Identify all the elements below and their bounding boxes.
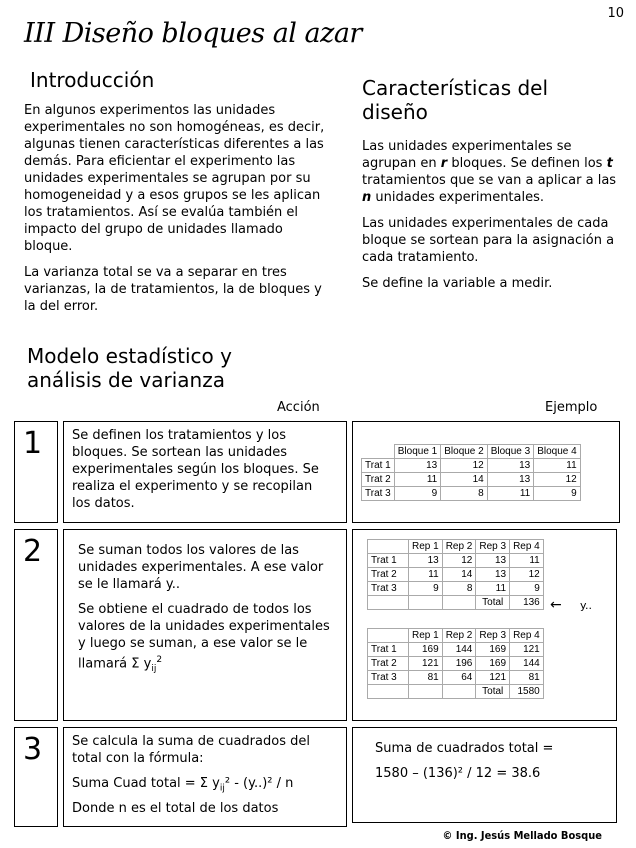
- table-header-cell: Rep 3: [476, 629, 510, 643]
- features-text: Las unidades experimentales se agrupan en: [362, 139, 572, 171]
- table-row: [368, 657, 544, 671]
- sum-squares-label: Suma de cuadrados total =: [375, 741, 554, 756]
- step3-text-1: Se calcula la suma de cuadrados del total con la fórmula:: [72, 734, 310, 766]
- table-row: [368, 671, 544, 685]
- var-t: t: [606, 156, 613, 171]
- table-cell: 64: [442, 671, 476, 685]
- subscript: ij: [151, 663, 157, 674]
- step3-text-2: Donde n es el total de los datos: [72, 801, 279, 816]
- step2-text-2: [78, 601, 330, 678]
- table-header-cell: Rep 2: [442, 629, 476, 643]
- table-cell: 169: [409, 643, 443, 657]
- table-cell: 11: [409, 568, 443, 582]
- table-cell: 81: [409, 671, 443, 685]
- table-row: [362, 487, 581, 501]
- table-row: [362, 473, 581, 487]
- step2-table-squares: [367, 628, 544, 699]
- table-header-cell: [368, 540, 409, 554]
- table-header-cell: [362, 445, 395, 459]
- table-cell: Trat 3: [362, 487, 395, 501]
- table-cell: 9: [534, 487, 580, 501]
- table-row: [362, 459, 581, 473]
- step3-formula: [72, 775, 342, 798]
- table-cell: 121: [476, 671, 510, 685]
- table-row: [368, 582, 544, 596]
- features-text: bloques. Se definen los: [447, 156, 607, 171]
- arrow-left-icon: ←: [550, 597, 562, 613]
- table-cell: Trat 1: [362, 459, 395, 473]
- step3-example-box: [352, 727, 617, 823]
- table-header-cell: Rep 3: [476, 540, 510, 554]
- table-cell: [368, 685, 409, 699]
- example-column-label: Ejemplo: [545, 400, 598, 415]
- table-header-cell: Bloque 3: [487, 445, 533, 459]
- table-cell: 11: [487, 487, 533, 501]
- table-cell: Trat 3: [368, 671, 409, 685]
- table-cell: 11: [534, 459, 580, 473]
- table-header-cell: Bloque 1: [394, 445, 440, 459]
- table-cell: 81: [510, 671, 544, 685]
- table-header-row: [362, 445, 581, 459]
- table-total-value: 136: [510, 596, 544, 610]
- table-cell: 11: [394, 473, 440, 487]
- table-cell: 12: [441, 459, 487, 473]
- table-cell: 9: [409, 582, 443, 596]
- formula-main: Suma Cuad total = Σ y: [72, 776, 220, 791]
- table-total-label: Total: [476, 685, 510, 699]
- table-cell: 8: [441, 487, 487, 501]
- table-cell: 121: [510, 643, 544, 657]
- table-cell: 121: [409, 657, 443, 671]
- step1-example-box: [352, 421, 620, 523]
- table-cell: 12: [510, 568, 544, 582]
- step2-text-2-main: Se obtiene el cuadrado de todos los valores de la unidades experimentales y luego se suman, a ese valor se le llamará Σ y: [78, 602, 330, 672]
- table-total-row: [368, 596, 544, 610]
- table-total-label: Total: [476, 596, 510, 610]
- step-number: 3: [23, 732, 43, 767]
- action-column-label: Acción: [277, 400, 320, 415]
- table-cell: [442, 596, 476, 610]
- superscript: 2: [156, 655, 163, 665]
- step1-text: Se definen los tratamientos y los bloques. Se sortean las unidades experimentales según los bloques. Se realiza el experimento y se recopilan los datos.: [72, 428, 319, 511]
- page-title: III Diseño bloques al azar: [24, 18, 362, 49]
- table-cell: 13: [487, 459, 533, 473]
- table-cell: 9: [394, 487, 440, 501]
- table-cell: Trat 3: [368, 582, 409, 596]
- table-header-cell: Bloque 2: [441, 445, 487, 459]
- table-cell: 9: [510, 582, 544, 596]
- table-header-cell: Bloque 4: [534, 445, 580, 459]
- table-cell: Trat 2: [368, 568, 409, 582]
- features-paragraph-2: Las unidades experimentales de cada bloque se sortean para la asignación a cada tratamiento.: [362, 216, 615, 265]
- table-cell: 12: [534, 473, 580, 487]
- footer-credit: © Ing. Jesús Mellado Bosque: [442, 829, 602, 842]
- table-cell: 12: [442, 554, 476, 568]
- table-cell: 8: [442, 582, 476, 596]
- table-cell: Trat 1: [368, 643, 409, 657]
- step-number: 1: [23, 426, 43, 461]
- table-row: [368, 568, 544, 582]
- table-header-cell: Rep 4: [510, 540, 544, 554]
- table-cell: Trat 2: [362, 473, 395, 487]
- step1-table: [361, 444, 581, 501]
- table-row: [368, 643, 544, 657]
- table-header-row: [368, 629, 544, 643]
- table-header-cell: Rep 1: [409, 629, 443, 643]
- table-cell: 169: [476, 657, 510, 671]
- step-number: 2: [23, 534, 43, 569]
- subscript: ij: [219, 783, 225, 794]
- table-cell: 13: [476, 568, 510, 582]
- table-cell: [368, 596, 409, 610]
- table-total-value: 1580: [510, 685, 544, 699]
- table-header-cell: Rep 2: [442, 540, 476, 554]
- step2-action-box: [63, 529, 347, 721]
- step3-action-box: [63, 727, 347, 827]
- table-cell: 13: [409, 554, 443, 568]
- step2-table-values: [367, 539, 544, 610]
- step-number-box: [14, 529, 58, 721]
- features-text: tratamientos que se van a aplicar a las: [362, 173, 617, 188]
- intro-body: [24, 102, 326, 324]
- table-header-cell: [368, 629, 409, 643]
- page-number: 10: [607, 6, 624, 21]
- table-cell: 144: [510, 657, 544, 671]
- table-cell: [409, 685, 443, 699]
- table-cell: 14: [441, 473, 487, 487]
- table-header-row: [368, 540, 544, 554]
- step-number-box: [14, 421, 58, 523]
- table-cell: Trat 1: [368, 554, 409, 568]
- table-row: [368, 554, 544, 568]
- table-cell: 169: [476, 643, 510, 657]
- step-number-box: [14, 727, 58, 827]
- features-paragraph-3: Se define la variable a medir.: [362, 276, 553, 291]
- table-header-cell: Rep 1: [409, 540, 443, 554]
- step2-example-box: [352, 529, 617, 721]
- table-total-row: [368, 685, 544, 699]
- table-cell: 13: [487, 473, 533, 487]
- table-cell: 13: [394, 459, 440, 473]
- table-cell: 13: [476, 554, 510, 568]
- var-r: r: [440, 156, 448, 171]
- model-heading: Modelo estadístico y análisis de varianza: [27, 344, 232, 392]
- intro-paragraph-1: En algunos experimentos las unidades experimentales no son homogéneas, es decir, algunas tienen características diferentes a las demás. Para eficientar el experimento las unidades experimentales se agrupan por su homogeneidad y a esos grupos se les aplican los tratamientos. Así se evalúa también el impacto del grupo de unidades llamado bloque.: [24, 103, 325, 254]
- table-header-cell: Rep 4: [510, 629, 544, 643]
- step2-text-1: Se suman todos los valores de las unidades experimentales. A ese valor se le llamará y..: [78, 543, 324, 592]
- features-text: unidades experimentales.: [371, 190, 545, 205]
- intro-heading: Introducción: [30, 68, 155, 92]
- table-cell: 14: [442, 568, 476, 582]
- features-paragraph-1: [362, 138, 622, 206]
- table-cell: [409, 596, 443, 610]
- features-body: [362, 138, 622, 301]
- table-cell: 144: [442, 643, 476, 657]
- var-n: n: [362, 190, 372, 205]
- y-total-label: y..: [580, 599, 592, 612]
- table-cell: Trat 2: [368, 657, 409, 671]
- formula-rest: ² - (y..)² / n: [224, 776, 294, 791]
- table-cell: 11: [476, 582, 510, 596]
- features-heading: Características del diseño: [362, 76, 549, 124]
- table-cell: [442, 685, 476, 699]
- intro-paragraph-2: La varianza total se va a separar en tres varianzas, la de tratamientos, la de bloques y la del error.: [24, 265, 322, 314]
- sum-squares-calc: 1580 – (136)² / 12 = 38.6: [375, 766, 541, 781]
- step1-action-box: [63, 421, 347, 523]
- table-cell: 196: [442, 657, 476, 671]
- table-cell: 11: [510, 554, 544, 568]
